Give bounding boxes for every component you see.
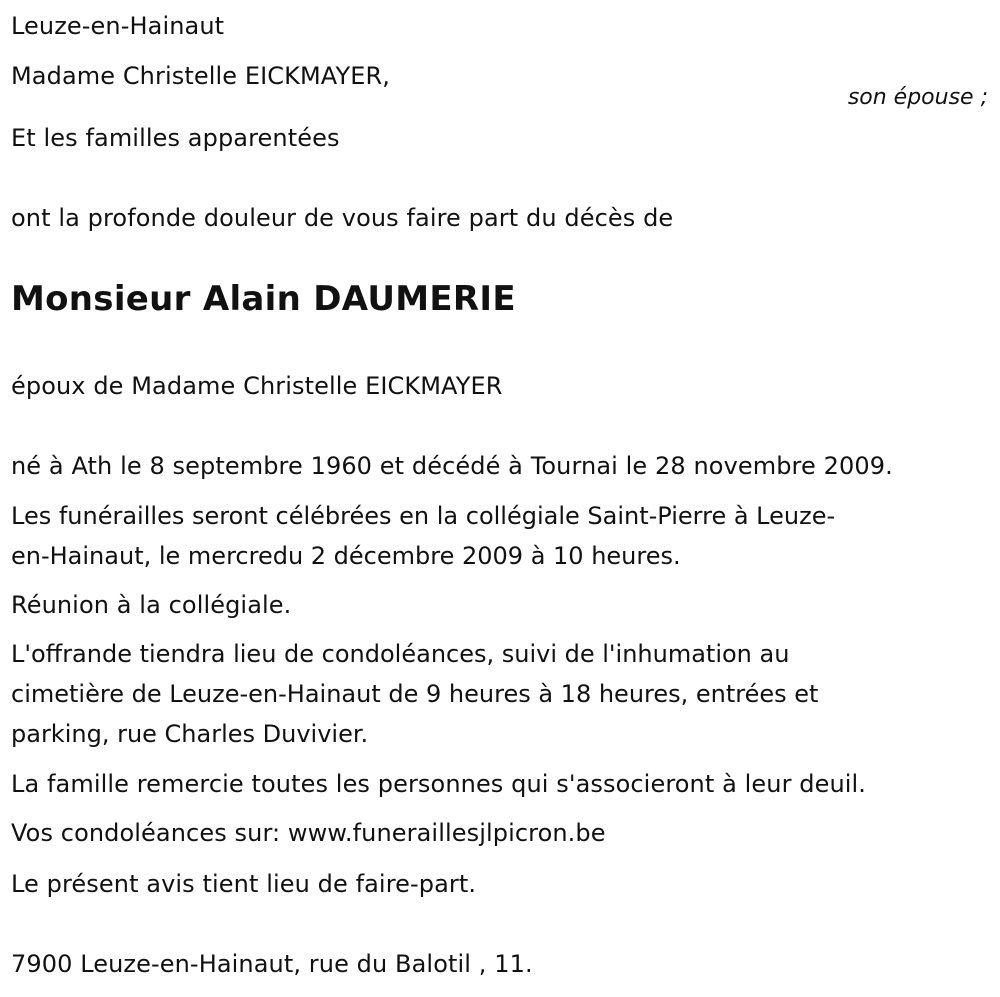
address-line: 7900 Leuze-en-Hainaut, rue du Balotil , 11. [11, 950, 533, 978]
offering-line-1: L'offrande tiendra lieu de condoléances, suivi de l'inhumation au [11, 640, 790, 668]
spouse-name-line: Madame Christelle EICKMAYER, [11, 62, 390, 90]
offering-paragraph [11, 634, 986, 754]
spouse-of-line: époux de Madame Christelle EICKMAYER [11, 372, 503, 400]
offering-line-3: parking, rue Charles Duvivier. [11, 720, 369, 748]
funeral-line-2: en-Hainaut, le mercredu 2 décembre 2009 à 10 heures. [11, 542, 681, 570]
condolences-line: Vos condoléances sur: www.funeraillesjlpicron.be [11, 819, 606, 847]
reunion-line: Réunion à la collégiale. [11, 591, 292, 619]
deceased-name: Monsieur Alain DAUMERIE [11, 279, 516, 319]
announcement-line: ont la profonde douleur de vous faire part du décès de [11, 204, 674, 232]
funeral-paragraph [11, 496, 986, 576]
thanks-line: La famille remercie toutes les personnes qui s'associeront à leur deuil. [11, 770, 867, 798]
notice-line: Le présent avis tient lieu de faire-part. [11, 870, 477, 898]
offering-line-2: cimetière de Leuze-en-Hainaut de 9 heures à 18 heures, entrées et [11, 680, 819, 708]
spouse-relation: son épouse ; [847, 85, 988, 110]
families-line: Et les familles apparentées [11, 124, 340, 152]
city-line: Leuze-en-Hainaut [11, 12, 225, 40]
birth-death-line: né à Ath le 8 septembre 1960 et décédé à Tournai le 28 novembre 2009. [11, 452, 893, 480]
funeral-line-1: Les funérailles seront célébrées en la collégiale Saint-Pierre à Leuze- [11, 502, 836, 530]
